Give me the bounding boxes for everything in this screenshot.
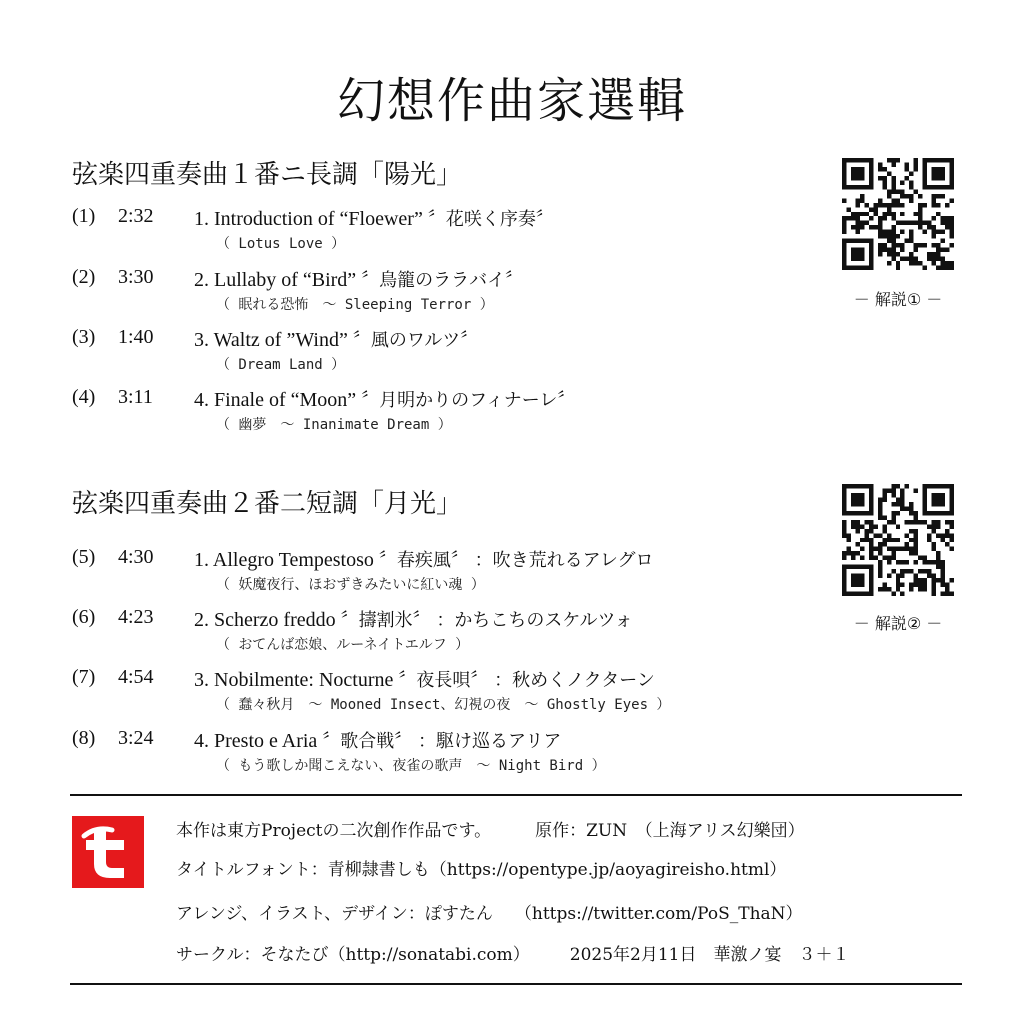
qr-code-1 — [842, 158, 954, 270]
track-jp-title: 〞風のワルツ〞 — [352, 330, 479, 351]
track-title-line — [194, 205, 554, 231]
album-title: 幻想作曲家選輯 — [336, 73, 687, 129]
track-row — [72, 386, 832, 438]
qr-code-icon — [842, 484, 954, 596]
credit-notice: 本作は東方Projectの二次創作作品です。 — [176, 821, 492, 841]
track-source: （ おてんば恋娘、ルーネイトエルフ ） — [216, 637, 470, 653]
credit-twitter: （https://twitter.com/PoS_ThaN） — [514, 904, 803, 924]
track-source: （ 蠢々秋月 ～ Mooned Insect、幻視の夜 ～ Ghostly Eyes ） — [216, 697, 671, 713]
credit-event: 2025年2月11日 華激ノ宴 ３＋１ — [569, 945, 850, 965]
track-row — [72, 606, 832, 658]
qr-caption-2: － 解説② － — [853, 614, 943, 633]
credit-original: 原作：ZUN （上海アリス幻樂団） — [535, 821, 805, 841]
track-title: 4. Finale of “Moon” — [194, 389, 357, 411]
track-number: (8) — [72, 727, 96, 749]
divider-bottom — [70, 983, 962, 985]
track-jp-title: 〞春疾風〞 ：吹き荒れるアレグロ — [378, 550, 654, 571]
track-title-line — [194, 266, 523, 292]
track-title-line — [194, 666, 655, 692]
track-source: （ 眠れる恐怖 ～ Sleeping Terror ） — [216, 297, 494, 313]
credit-circle: サークル：そなたび（http://sonatabi.com） — [176, 945, 530, 965]
track-source: （ もう歌しか聞こえない、夜雀の歌声 ～ Night Bird ） — [216, 758, 606, 774]
track-row — [72, 727, 832, 779]
track-number: (4) — [72, 386, 96, 408]
track-title: 1. Allegro Tempestoso — [194, 549, 374, 571]
track-title: 4. Presto e Aria — [194, 730, 318, 752]
credit-line-1 — [176, 816, 805, 841]
track-title: 3. Nobilmente: Nocturne — [194, 669, 394, 691]
logo-t-glyph — [72, 816, 144, 888]
track-number: (6) — [72, 606, 96, 628]
track-jp-title: 〞擣割氷〞 ：かちこちのスケルツォ — [340, 610, 633, 631]
track-row — [72, 666, 832, 718]
track-jp-title: 〞歌合戦〞 ：駆け巡るアリア — [322, 731, 562, 752]
track-time: 3:24 — [118, 727, 154, 749]
section-heading-2: 弦楽四重奏曲２番二短調「月光」 — [72, 489, 463, 519]
track-title: 1. Introduction of “Floewer” — [194, 208, 423, 230]
circle-logo-icon — [72, 816, 144, 888]
qr-code-2 — [842, 484, 954, 596]
track-title-line — [194, 546, 654, 572]
track-title: 3. Waltz of ”Wind” — [194, 329, 348, 351]
credit-font: タイトルフォント：青柳隷書しも（https://opentype.jp/aoyagireisho.html） — [176, 860, 787, 880]
track-jp-title: 〞月明かりのフィナーレ〞 — [361, 390, 576, 411]
track-title-line — [194, 606, 633, 632]
track-title: 2. Lullaby of “Bird” — [194, 269, 357, 291]
track-number: (2) — [72, 266, 96, 288]
credit-line-3 — [176, 899, 803, 924]
track-jp-title: 〞花咲く序奏〞 — [427, 209, 554, 230]
track-jp-title: 〞鳥籠のララバイ〞 — [361, 270, 524, 291]
track-row — [72, 326, 832, 378]
track-row — [72, 546, 832, 598]
track-time: 1:40 — [118, 326, 154, 348]
track-title-line — [194, 326, 478, 352]
track-time: 4:23 — [118, 606, 154, 628]
track-source: （ 幽夢 ～ Inanimate Dream ） — [216, 417, 452, 433]
track-source: （ 妖魔夜行、ほおずきみたいに紅い魂 ） — [216, 577, 485, 593]
track-title-line — [194, 386, 575, 412]
track-title: 2. Scherzo freddo — [194, 609, 336, 631]
track-jp-title: 〞夜長唄〞 ：秋めくノクターン — [398, 670, 655, 691]
track-time: 4:30 — [118, 546, 154, 568]
track-time: 2:32 — [118, 205, 154, 227]
credit-line-2 — [176, 855, 786, 880]
section-heading-1: 弦楽四重奏曲１番ニ長調「陽光」 — [72, 160, 463, 190]
track-title-line — [194, 727, 561, 753]
track-row — [72, 205, 832, 257]
track-number: (5) — [72, 546, 96, 568]
track-time: 3:30 — [118, 266, 154, 288]
track-time: 3:11 — [118, 386, 153, 408]
qr-caption-1: － 解説① － — [853, 290, 943, 309]
credit-line-4 — [176, 940, 850, 965]
track-number: (3) — [72, 326, 96, 348]
track-number: (1) — [72, 205, 96, 227]
track-time: 4:54 — [118, 666, 154, 688]
track-source: （ Lotus Love ） — [216, 236, 346, 252]
track-number: (7) — [72, 666, 96, 688]
divider-top — [70, 794, 962, 796]
track-row — [72, 266, 832, 318]
track-source: （ Dream Land ） — [216, 357, 346, 373]
credit-arrange: アレンジ、イラスト、デザイン：ぽすたん — [176, 904, 493, 924]
qr-code-icon — [842, 158, 954, 270]
